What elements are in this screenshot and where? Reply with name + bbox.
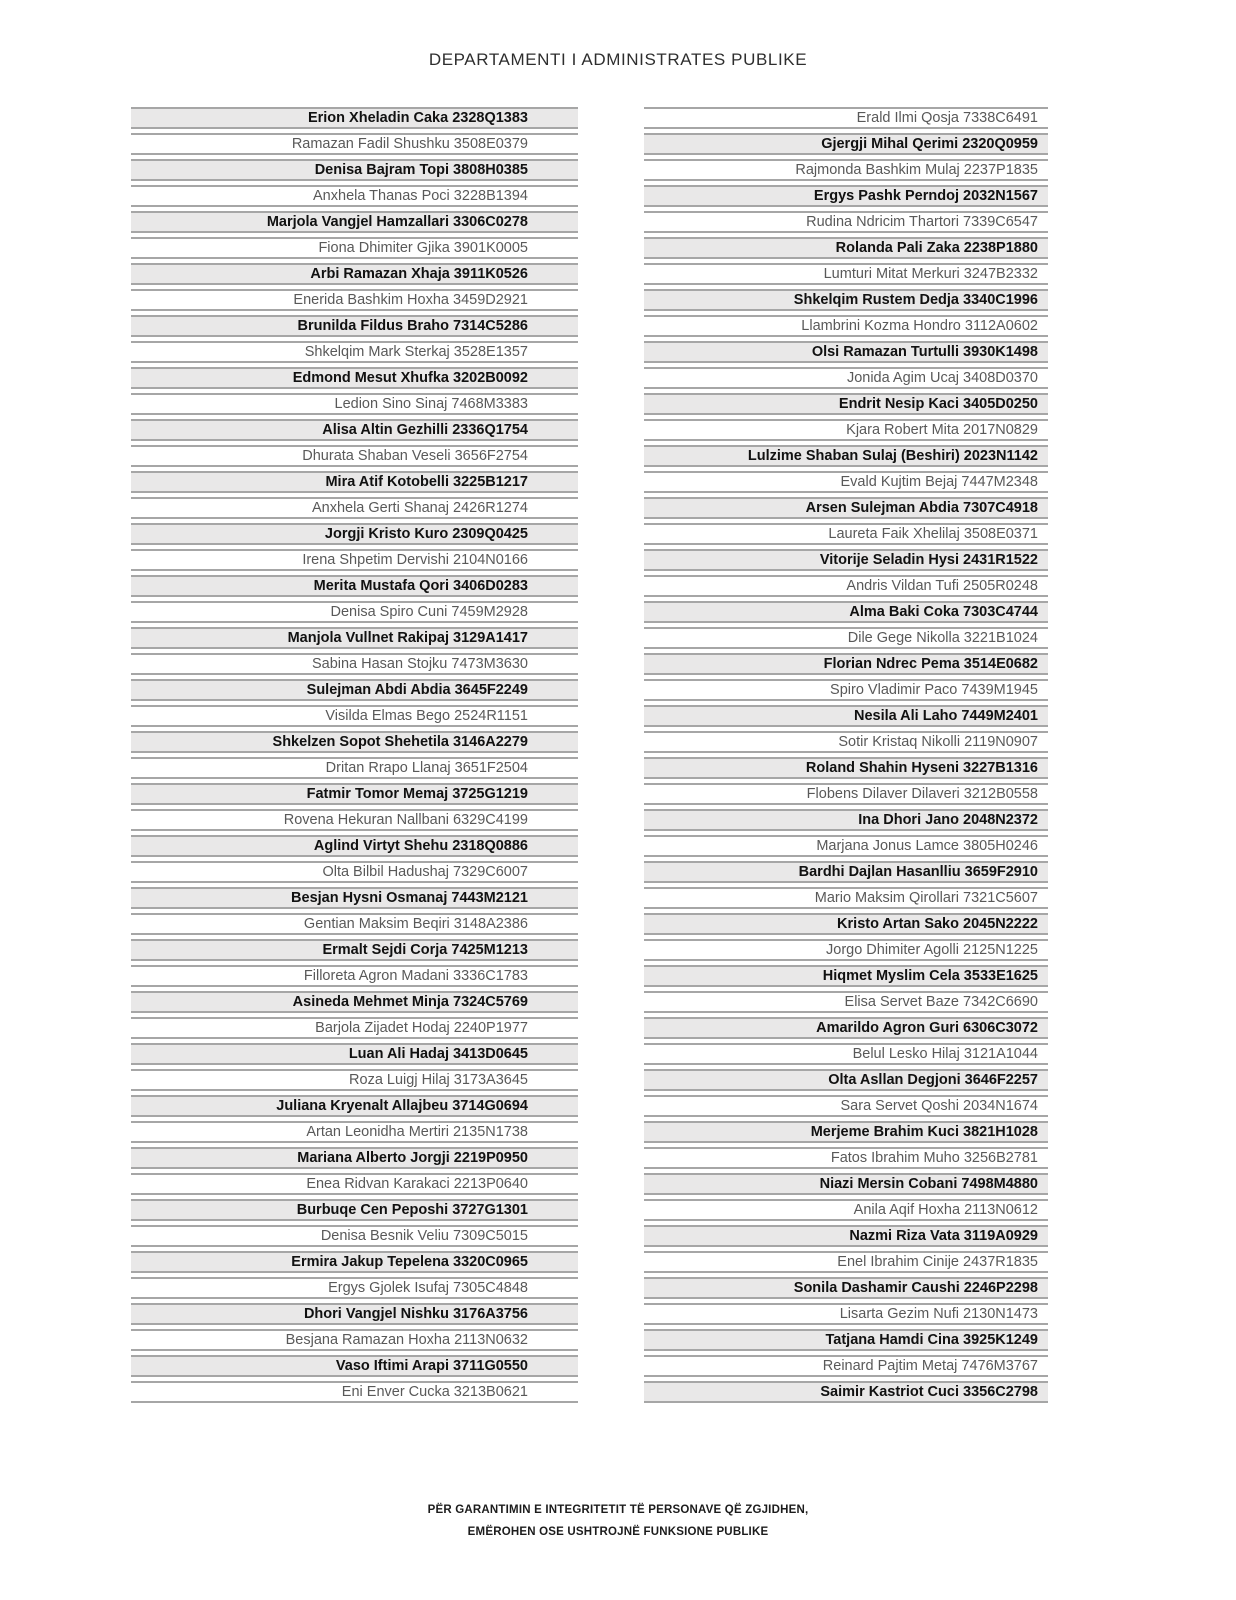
- list-item: Luan Ali Hadaj 3413D0645: [131, 1043, 578, 1065]
- list-item: Kristo Artan Sako 2045N2222: [644, 913, 1048, 935]
- footer-line-2: EMËROHEN OSE USHTROJNË FUNKSIONE PUBLIKE: [467, 1526, 769, 1539]
- list-item: Alisa Altin Gezhilli 2336Q1754: [131, 419, 578, 441]
- list-item: Sonila Dashamir Caushi 2246P2298: [644, 1277, 1048, 1299]
- list-item: Lulzime Shaban Sulaj (Beshiri) 2023N1142: [644, 445, 1048, 467]
- list-item: Lumturi Mitat Merkuri 3247B2332: [644, 263, 1048, 285]
- list-item: Gentian Maksim Beqiri 3148A2386: [131, 913, 578, 935]
- list-item: Irena Shpetim Dervishi 2104N0166: [131, 549, 578, 571]
- list-item: Jorgo Dhimiter Agolli 2125N1225: [644, 939, 1048, 961]
- list-item: Kjara Robert Mita 2017N0829: [644, 419, 1048, 441]
- list-item: Fatos Ibrahim Muho 3256B2781: [644, 1147, 1048, 1169]
- list-item: Dritan Rrapo Llanaj 3651F2504: [131, 757, 578, 779]
- list-item: Barjola Zijadet Hodaj 2240P1977: [131, 1017, 578, 1039]
- list-item: Amarildo Agron Guri 6306C3072: [644, 1017, 1048, 1039]
- list-item: Nazmi Riza Vata 3119A0929: [644, 1225, 1048, 1247]
- list-item: Denisa Spiro Cuni 7459M2928: [131, 601, 578, 623]
- list-item: Fatmir Tomor Memaj 3725G1219: [131, 783, 578, 805]
- list-item: Rovena Hekuran Nallbani 6329C4199: [131, 809, 578, 831]
- list-item: Tatjana Hamdi Cina 3925K1249: [644, 1329, 1048, 1351]
- list-item: Eni Enver Cucka 3213B0621: [131, 1381, 578, 1403]
- list-item: Edmond Mesut Xhufka 3202B0092: [131, 367, 578, 389]
- list-item: Ermalt Sejdi Corja 7425M1213: [131, 939, 578, 961]
- list-item: Burbuqe Cen Peposhi 3727G1301: [131, 1199, 578, 1221]
- list-item: Florian Ndrec Pema 3514E0682: [644, 653, 1048, 675]
- name-list-right-column: [644, 107, 1048, 1407]
- list-item: Vitorije Seladin Hysi 2431R1522: [644, 549, 1048, 571]
- list-item: Sotir Kristaq Nikolli 2119N0907: [644, 731, 1048, 753]
- list-item: Andris Vildan Tufi 2505R0248: [644, 575, 1048, 597]
- list-item: Enea Ridvan Karakaci 2213P0640: [131, 1173, 578, 1195]
- list-item: Denisa Besnik Veliu 7309C5015: [131, 1225, 578, 1247]
- list-item: Manjola Vullnet Rakipaj 3129A1417: [131, 627, 578, 649]
- list-item: Merjeme Brahim Kuci 3821H1028: [644, 1121, 1048, 1143]
- list-item: Belul Lesko Hilaj 3121A1044: [644, 1043, 1048, 1065]
- list-item: Sulejman Abdi Abdia 3645F2249: [131, 679, 578, 701]
- footer-line-1: PËR GARANTIMIN E INTEGRITETIT TË PERSONAVE QË ZGJIDHEN,: [427, 1504, 809, 1516]
- list-item: Asineda Mehmet Minja 7324C5769: [131, 991, 578, 1013]
- list-item: Enerida Bashkim Hoxha 3459D2921: [131, 289, 578, 311]
- list-item: Erald Ilmi Qosja 7338C6491: [644, 107, 1048, 129]
- list-item: Merita Mustafa Qori 3406D0283: [131, 575, 578, 597]
- list-item: Marjana Jonus Lamce 3805H0246: [644, 835, 1048, 857]
- list-item: Ermira Jakup Tepelena 3320C0965: [131, 1251, 578, 1273]
- list-item: Marjola Vangjel Hamzallari 3306C0278: [131, 211, 578, 233]
- list-item: Anila Aqif Hoxha 2113N0612: [644, 1199, 1048, 1221]
- list-item: Shkelqim Rustem Dedja 3340C1996: [644, 289, 1048, 311]
- list-item: Elisa Servet Baze 7342C6690: [644, 991, 1048, 1013]
- list-item: Arbi Ramazan Xhaja 3911K0526: [131, 263, 578, 285]
- list-item: Rudina Ndricim Thartori 7339C6547: [644, 211, 1048, 233]
- page-footer: [0, 1499, 1236, 1544]
- list-item: Jonida Agim Ucaj 3408D0370: [644, 367, 1048, 389]
- list-item: Ina Dhori Jano 2048N2372: [644, 809, 1048, 831]
- list-item: Rolanda Pali Zaka 2238P1880: [644, 237, 1048, 259]
- list-item: Fiona Dhimiter Gjika 3901K0005: [131, 237, 578, 259]
- list-item: Sara Servet Qoshi 2034N1674: [644, 1095, 1048, 1117]
- list-item: Nesila Ali Laho 7449M2401: [644, 705, 1048, 727]
- list-item: Anxhela Gerti Shanaj 2426R1274: [131, 497, 578, 519]
- list-item: Mariana Alberto Jorgji 2219P0950: [131, 1147, 578, 1169]
- list-item: Aglind Virtyt Shehu 2318Q0886: [131, 835, 578, 857]
- list-item: Juliana Kryenalt Allajbeu 3714G0694: [131, 1095, 578, 1117]
- list-item: Alma Baki Coka 7303C4744: [644, 601, 1048, 623]
- list-item: Niazi Mersin Cobani 7498M4880: [644, 1173, 1048, 1195]
- list-item: Anxhela Thanas Poci 3228B1394: [131, 185, 578, 207]
- list-item: Reinard Pajtim Metaj 7476M3767: [644, 1355, 1048, 1377]
- list-item: Brunilda Fildus Braho 7314C5286: [131, 315, 578, 337]
- list-item: Gjergji Mihal Qerimi 2320Q0959: [644, 133, 1048, 155]
- list-item: Olta Bilbil Hadushaj 7329C6007: [131, 861, 578, 883]
- list-item: Mario Maksim Qirollari 7321C5607: [644, 887, 1048, 909]
- list-item: Artan Leonidha Mertiri 2135N1738: [131, 1121, 578, 1143]
- list-item: Shkelzen Sopot Shehetila 3146A2279: [131, 731, 578, 753]
- list-item: Filloreta Agron Madani 3336C1783: [131, 965, 578, 987]
- list-item: Endrit Nesip Kaci 3405D0250: [644, 393, 1048, 415]
- list-item: Llambrini Kozma Hondro 3112A0602: [644, 315, 1048, 337]
- list-item: Dhori Vangjel Nishku 3176A3756: [131, 1303, 578, 1325]
- list-item: Shkelqim Mark Sterkaj 3528E1357: [131, 341, 578, 363]
- list-item: Ledion Sino Sinaj 7468M3383: [131, 393, 578, 415]
- list-item: Flobens Dilaver Dilaveri 3212B0558: [644, 783, 1048, 805]
- list-item: Enel Ibrahim Cinije 2437R1835: [644, 1251, 1048, 1273]
- list-item: Jorgji Kristo Kuro 2309Q0425: [131, 523, 578, 545]
- list-item: Hiqmet Myslim Cela 3533E1625: [644, 965, 1048, 987]
- list-item: Roza Luigj Hilaj 3173A3645: [131, 1069, 578, 1091]
- list-item: Evald Kujtim Bejaj 7447M2348: [644, 471, 1048, 493]
- list-item: Roland Shahin Hyseni 3227B1316: [644, 757, 1048, 779]
- list-item: Arsen Sulejman Abdia 7307C4918: [644, 497, 1048, 519]
- list-item: Ergys Gjolek Isufaj 7305C4848: [131, 1277, 578, 1299]
- list-item: Laureta Faik Xhelilaj 3508E0371: [644, 523, 1048, 545]
- list-item: Besjan Hysni Osmanaj 7443M2121: [131, 887, 578, 909]
- list-item: Mira Atif Kotobelli 3225B1217: [131, 471, 578, 493]
- list-item: Bardhi Dajlan Hasanlliu 3659F2910: [644, 861, 1048, 883]
- list-item: Sabina Hasan Stojku 7473M3630: [131, 653, 578, 675]
- list-item: Ramazan Fadil Shushku 3508E0379: [131, 133, 578, 155]
- name-list-left-column: [131, 107, 578, 1407]
- list-item: Spiro Vladimir Paco 7439M1945: [644, 679, 1048, 701]
- list-item: Olta Asllan Degjoni 3646F2257: [644, 1069, 1048, 1091]
- list-item: Rajmonda Bashkim Mulaj 2237P1835: [644, 159, 1048, 181]
- list-item: Erion Xheladin Caka 2328Q1383: [131, 107, 578, 129]
- list-item: Denisa Bajram Topi 3808H0385: [131, 159, 578, 181]
- list-item: Dhurata Shaban Veseli 3656F2754: [131, 445, 578, 467]
- list-item: Saimir Kastriot Cuci 3356C2798: [644, 1381, 1048, 1403]
- list-item: Visilda Elmas Bego 2524R1151: [131, 705, 578, 727]
- list-item: Besjana Ramazan Hoxha 2113N0632: [131, 1329, 578, 1351]
- list-item: Ergys Pashk Perndoj 2032N1567: [644, 185, 1048, 207]
- list-item: Lisarta Gezim Nufi 2130N1473: [644, 1303, 1048, 1325]
- list-item: Dile Gege Nikolla 3221B1024: [644, 627, 1048, 649]
- list-item: Vaso Iftimi Arapi 3711G0550: [131, 1355, 578, 1377]
- list-item: Olsi Ramazan Turtulli 3930K1498: [644, 341, 1048, 363]
- page-title: DEPARTAMENTI I ADMINISTRATES PUBLIKE: [428, 50, 808, 69]
